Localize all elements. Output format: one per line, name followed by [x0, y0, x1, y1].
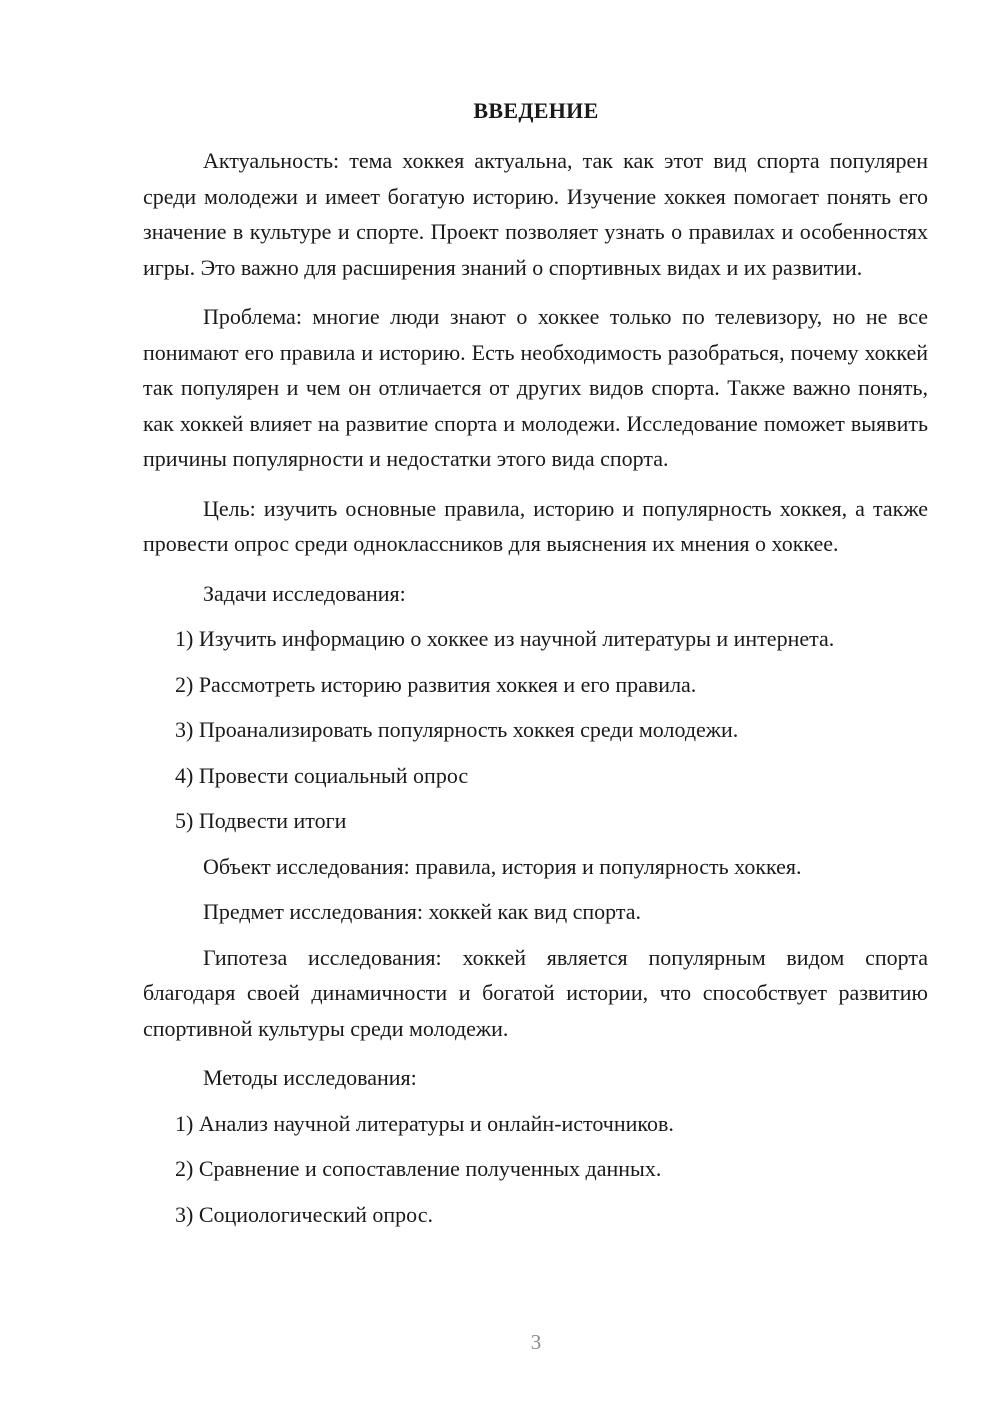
- subject-line: Предмет исследования: хоккей как вид спорта.: [203, 899, 642, 924]
- list-item: 5) Подвести итоги: [175, 808, 347, 833]
- list-item: 2) Рассмотреть историю развития хоккея и его правила.: [175, 671, 697, 697]
- list-item: 3) Проанализировать популярность хоккея среди молодежи.: [175, 717, 739, 742]
- list-item: 4) Провести социальный опрос: [175, 762, 469, 788]
- methods-heading: Методы исследования:: [203, 1065, 417, 1090]
- goal-paragraph: Цель: изучить основные правила, историю и популярность хоккея, а также провести опрос среди одноклассников для выяснения их мнения о хоккее.: [143, 495, 928, 556]
- list-item: 1) Анализ научной литературы и онлайн-источников.: [175, 1110, 674, 1136]
- list-item: 2) Сравнение и сопоставление полученных данных.: [175, 1156, 662, 1181]
- relevance-paragraph: Актуальность: тема хоккея актуальна, так как этот вид спорта популярен среди молодежи и имеет богатую историю. Изучение хоккея помогает понять его значение в культуре и спорте. Проект позволяет узнать о правилах и особенностях игры. Это важно для расширения знаний о спортивных видах и их развитии.: [143, 148, 928, 280]
- list-item: 1) Изучить информацию о хоккее из научной литературы и интернета.: [175, 626, 835, 651]
- tasks-heading: Задачи исследования:: [203, 580, 406, 606]
- document-body: [143, 143, 928, 1242]
- hypothesis-paragraph: Гипотеза исследования: хоккей является популярным видом спорта благодаря своей динамичности и богатой истории, что способствует развитию спортивной культуры среди молодежи.: [143, 944, 928, 1041]
- list-item: 3) Социологический опрос.: [175, 1201, 433, 1227]
- tasks-list: [143, 621, 928, 849]
- object-line: Объект исследования: правила, история и популярность хоккея.: [203, 853, 802, 879]
- section-title: ВВЕДЕНИЕ: [473, 98, 599, 123]
- methods-list: [143, 1106, 928, 1243]
- page-number: 3: [530, 1330, 542, 1354]
- problem-paragraph: Проблема: многие люди знают о хоккее только по телевизору, но не все понимают его правила и историю. Есть необходимость разобраться, почему хоккей так популярен и чем он отличается от других видов спорта. Также важно понять, как хоккей влияет на развитие спорта и молодежи. Исследование поможет выявить причины популярности и недостатки этого вида спорта.: [143, 304, 928, 471]
